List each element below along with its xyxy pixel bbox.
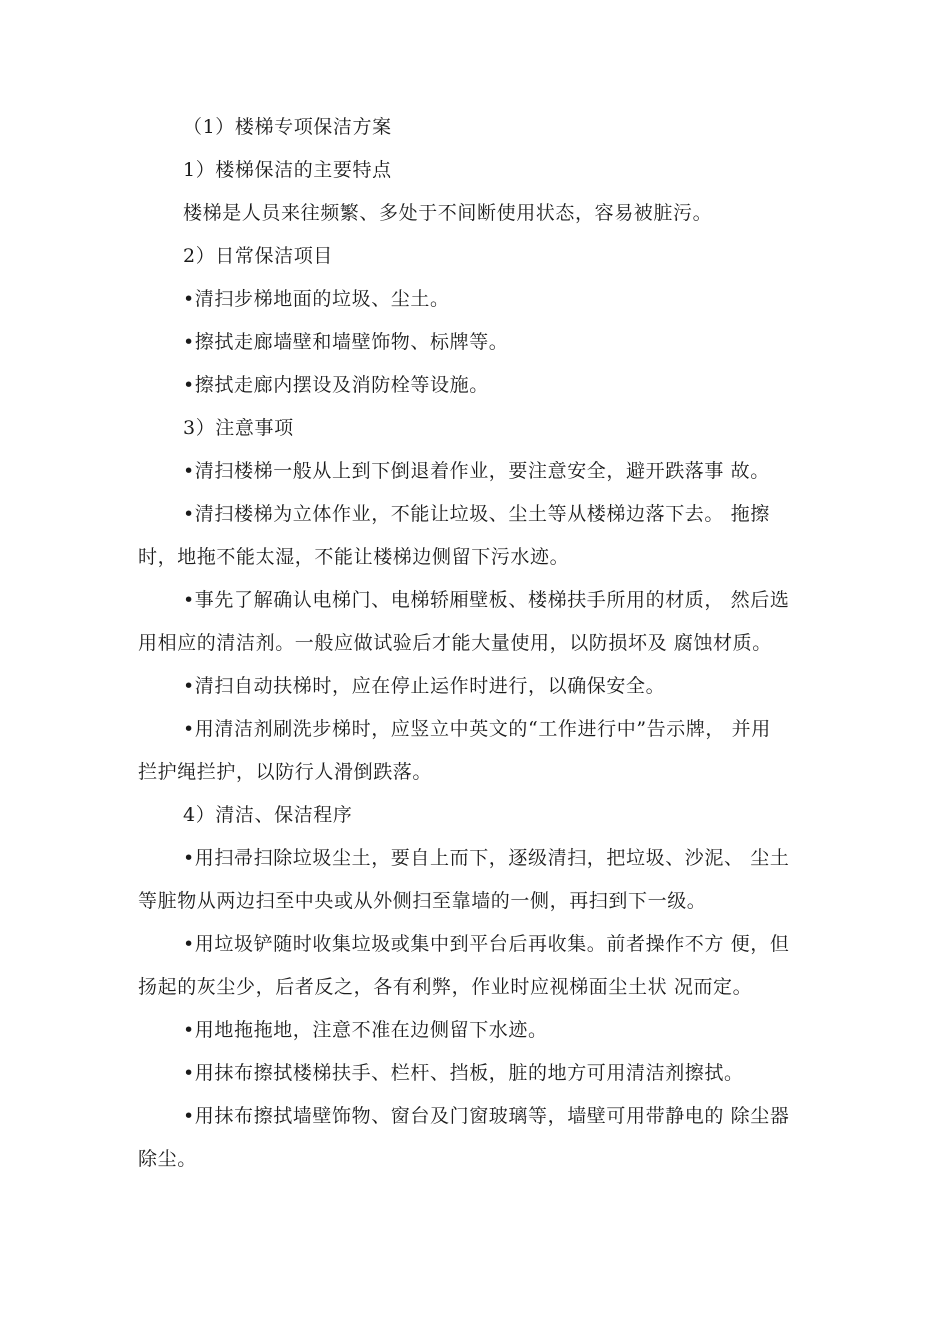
section-title: （1）楼梯专项保洁方案 — [183, 116, 392, 138]
procedure-paragraph-5-line-1: •用抹布擦拭墙壁饰物、窗台及门窗玻璃等，墙壁可用带静电的 除尘器 — [183, 1105, 790, 1127]
notes-paragraph-2-line-2: 时，地拖不能太湿，不能让楼梯边侧留下污水迹。 — [138, 546, 570, 568]
procedure-paragraph-4: •用抹布擦拭楼梯扶手、栏杆、挡板，脏的地方可用清洁剂擦拭。 — [183, 1062, 744, 1084]
features-heading: 1）楼梯保洁的主要特点 — [183, 159, 392, 181]
notes-paragraph-3-line-2: 用相应的清洁剂。一般应做试验后才能大量使用，以防损坏及 腐蚀材质。 — [138, 632, 772, 654]
notes-paragraph-2-line-1: •清扫楼梯为立体作业，不能让垃圾、尘土等从楼梯边落下去。 拖擦 — [183, 503, 770, 525]
procedure-paragraph-2-line-2: 扬起的灰尘少，后者反之，各有利弊，作业时应视梯面尘土状 况而定。 — [138, 976, 753, 998]
notes-heading: 3）注意事项 — [183, 417, 294, 439]
daily-item: •擦拭走廊墙壁和墙壁饰物、标牌等。 — [183, 331, 509, 353]
procedure-paragraph-2-line-1: •用垃圾铲随时收集垃圾或集中到平台后再收集。前者操作不方 便，但 — [183, 933, 790, 955]
daily-item: •擦拭走廊内摆设及消防栓等设施。 — [183, 374, 489, 396]
notes-paragraph-4: •清扫自动扶梯时，应在停止运作时进行，以确保安全。 — [183, 675, 666, 697]
notes-paragraph-5-line-1: •用清洁剂刷洗步梯时，应竖立中英文的“工作进行中”告示牌， 并用 — [183, 718, 771, 740]
notes-paragraph-5-line-2: 拦护绳拦护，以防行人滑倒跌落。 — [138, 761, 433, 783]
notes-paragraph-1: •清扫楼梯一般从上到下倒退着作业，要注意安全，避开跌落事 故。 — [183, 460, 770, 482]
features-text: 楼梯是人员来往频繁、多处于不间断使用状态，容易被脏污。 — [183, 202, 713, 224]
procedure-paragraph-1-line-1: •用扫帚扫除垃圾尘土，要自上而下，逐级清扫，把垃圾、沙泥、 尘土 — [183, 847, 790, 869]
procedure-paragraph-5-line-2: 除尘。 — [138, 1148, 197, 1170]
procedure-heading: 4）清洁、保洁程序 — [183, 804, 353, 826]
procedure-paragraph-3: •用地拖拖地，注意不准在边侧留下水迹。 — [183, 1019, 548, 1041]
notes-paragraph-3-line-1: •事先了解确认电梯门、电梯轿厢壁板、楼梯扶手所用的材质， 然后选 — [183, 589, 790, 611]
daily-item: •清扫步梯地面的垃圾、尘土。 — [183, 288, 450, 310]
daily-heading: 2）日常保洁项目 — [183, 245, 333, 267]
procedure-paragraph-1-line-2: 等脏物从两边扫至中央或从外侧扫至靠墙的一侧，再扫到下一级。 — [138, 890, 707, 912]
